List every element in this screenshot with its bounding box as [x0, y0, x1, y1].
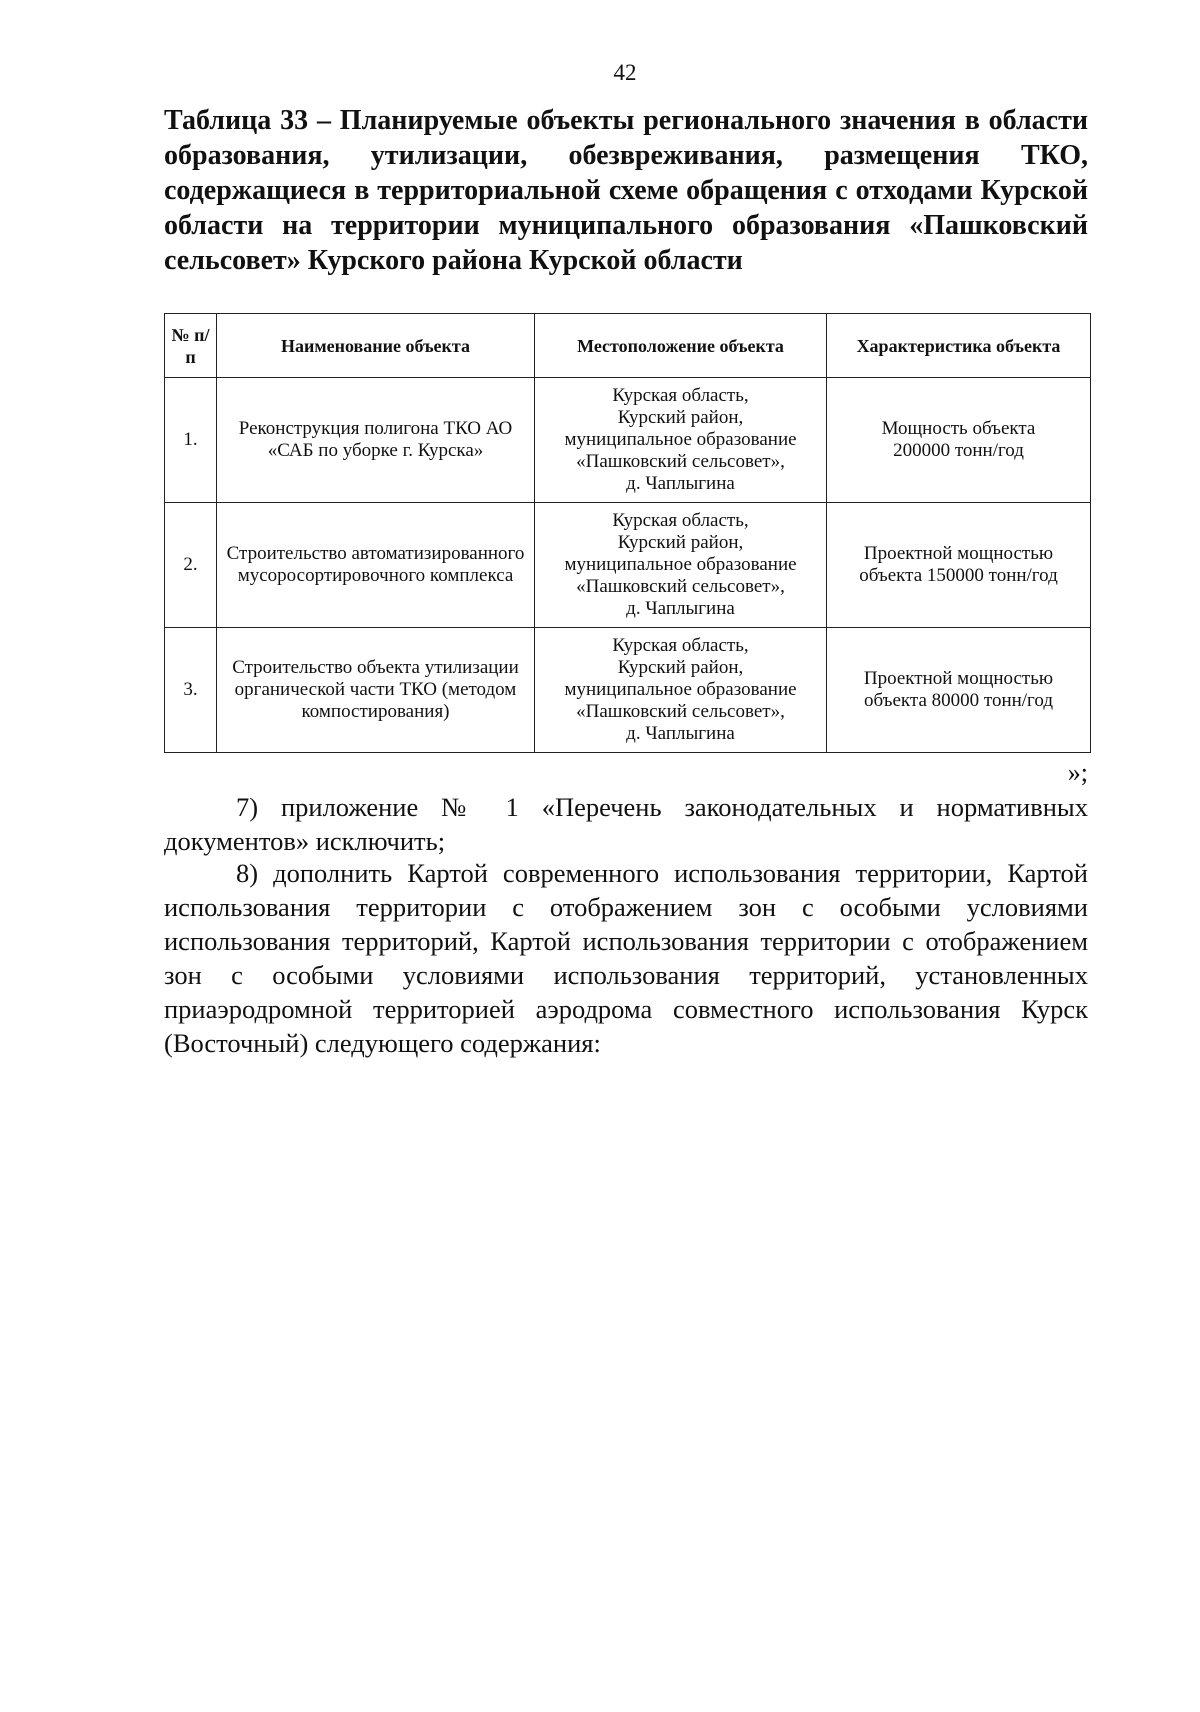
row-location: [535, 503, 827, 628]
header-location: Местоположение объекта: [535, 314, 827, 378]
characteristic-line: объекта 150000 тонн/год: [859, 565, 1058, 586]
planned-objects-table: [164, 313, 1091, 753]
location-line: Курская область,: [612, 510, 749, 531]
row-num: 1.: [165, 378, 217, 503]
location-line: Курский район,: [617, 657, 744, 678]
characteristic-line: 200000 тонн/год: [893, 440, 1024, 461]
characteristic-line: Проектной мощностью: [863, 668, 1054, 689]
location-line: муниципальное образование: [564, 554, 797, 575]
table-row: [165, 628, 1091, 753]
row-name: Строительство объекта утилизации органической части ТКО (методом компостирования): [217, 628, 535, 753]
table-header-row: [165, 314, 1091, 378]
characteristic-line: Мощность объекта: [881, 418, 1036, 439]
row-num: 2.: [165, 503, 217, 628]
header-name: Наименование объекта: [217, 314, 535, 378]
location-line: Курская область,: [612, 635, 749, 656]
location-line: д. Чаплыгина: [626, 598, 735, 619]
page-number: 42: [613, 60, 637, 85]
row-name: Строительство автоматизированного мусоросортировочного комплекса: [217, 503, 535, 628]
paragraph-item-8: 8) дополнить Картой современного использования территории, Картой использования территории с отображением зон с особыми условиями использования территорий, Картой использования территории с отображением зон с особыми условиями использования территорий, установленных приаэродромной территорией аэродрома совместного использования Курск (Восточный) следующего содержания:: [164, 858, 1088, 1058]
location-line: д. Чаплыгина: [626, 473, 735, 494]
row-num: 3.: [165, 628, 217, 753]
characteristic-line: Проектной мощностью: [863, 543, 1054, 564]
location-line: Курский район,: [617, 407, 744, 428]
table-row: [165, 503, 1091, 628]
header-characteristic: Характеристика объекта: [827, 314, 1091, 378]
location-line: Курский район,: [617, 532, 744, 553]
paragraph-item-7: 7) приложение № 1 «Перечень законодательных и нормативных документов» исключить;: [164, 792, 1088, 856]
closing-quote: »;: [1067, 758, 1088, 787]
row-characteristic: [827, 628, 1091, 753]
row-characteristic: [827, 378, 1091, 503]
table-row: [165, 378, 1091, 503]
location-line: д. Чаплыгина: [626, 723, 735, 744]
table-caption: Таблица 33 – Планируемые объекты регионального значения в области образования, утилизации, обезвреживания, размещения ТКО, содержащиеся в территориальной схеме обращения с отходами Курской области на территории муниципального образования «Пашковский сельсовет» Курского района Курской области: [164, 105, 1088, 276]
location-line: муниципальное образование: [564, 429, 797, 450]
header-num: № п/п: [165, 314, 217, 378]
location-line: «Пашковский сельсовет»,: [576, 576, 785, 597]
row-location: [535, 378, 827, 503]
location-line: муниципальное образование: [564, 679, 797, 700]
row-name: Реконструкция полигона ТКО АО «САБ по уборке г. Курска»: [217, 378, 535, 503]
row-characteristic: [827, 503, 1091, 628]
row-location: [535, 628, 827, 753]
characteristic-line: объекта 80000 тонн/год: [863, 690, 1053, 711]
location-line: «Пашковский сельсовет»,: [576, 701, 785, 722]
location-line: Курская область,: [612, 385, 749, 406]
location-line: «Пашковский сельсовет»,: [576, 451, 785, 472]
